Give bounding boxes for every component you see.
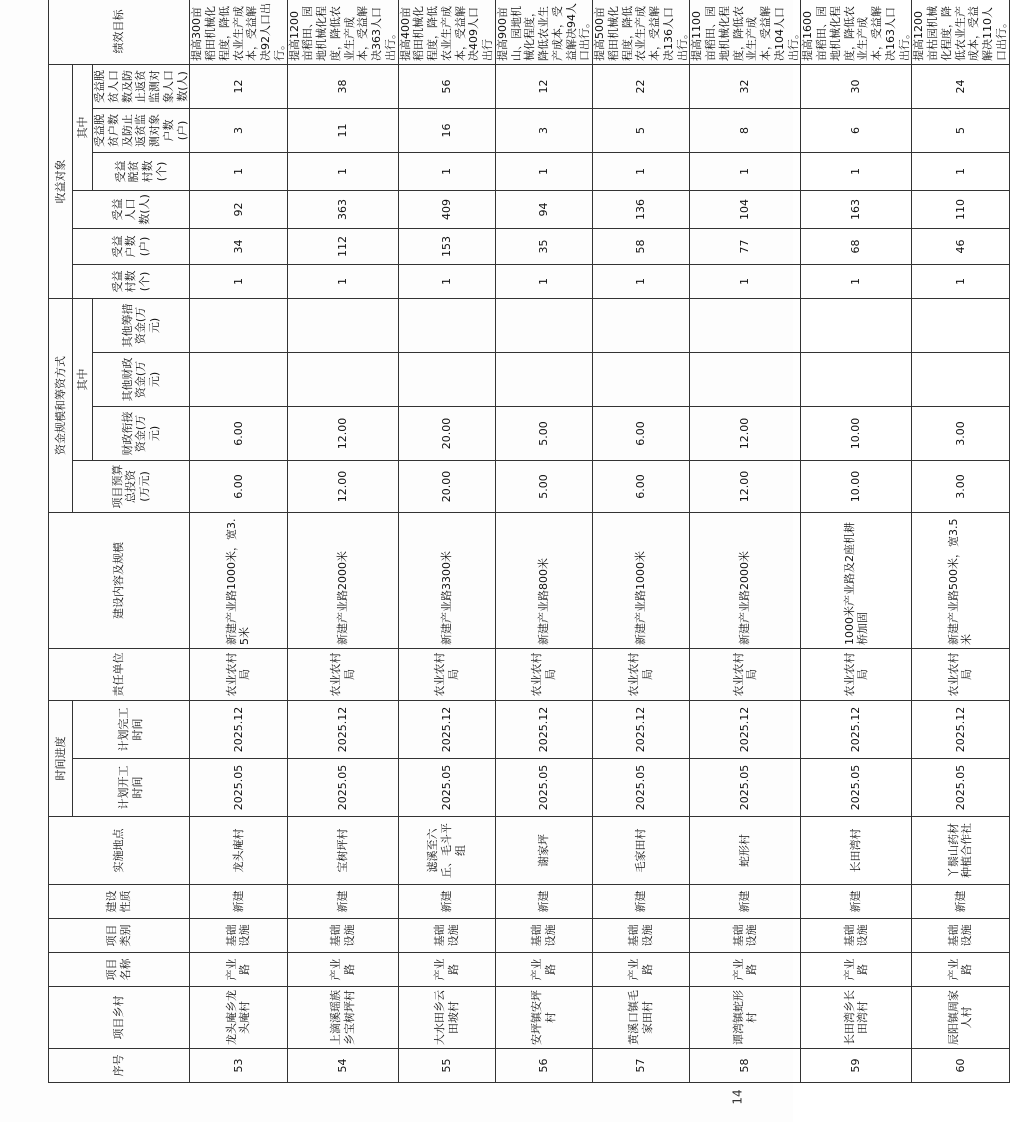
header-beneficiaries: 收益对象 bbox=[49, 65, 73, 299]
cell-budget: 12.00 bbox=[690, 461, 801, 513]
table-row bbox=[190, 0, 287, 1083]
header-ben-households: 受益户数(户) bbox=[73, 229, 190, 265]
cell-fiscal-fund: 6.00 bbox=[593, 407, 690, 461]
cell-target: 提高1200亩枯园机械化程度，降低农业生产成本，受益解决110人口出行。 bbox=[912, 0, 1009, 65]
cell-ben-people: 363 bbox=[287, 191, 398, 229]
cell-fiscal-fund: 20.00 bbox=[398, 407, 495, 461]
cell-poor-people: 12 bbox=[495, 65, 592, 109]
cell-village: 黄溪口镇毛家田村 bbox=[593, 987, 690, 1049]
cell-end: 2025.12 bbox=[801, 701, 912, 759]
cell-fiscal-fund: 6.00 bbox=[190, 407, 287, 461]
table-row bbox=[495, 0, 592, 1083]
header-name: 项目名称 bbox=[49, 953, 190, 987]
cell-end: 2025.12 bbox=[912, 701, 1009, 759]
cell-seq: 55 bbox=[398, 1049, 495, 1083]
cell-village: 大水田乡云田坡村 bbox=[398, 987, 495, 1049]
cell-ben-households: 112 bbox=[287, 229, 398, 265]
table-row bbox=[801, 0, 912, 1083]
cell-category: 基础设施 bbox=[801, 919, 912, 953]
cell-category: 基础设施 bbox=[593, 919, 690, 953]
cell-seq: 57 bbox=[593, 1049, 690, 1083]
cell-location: 宝树坪村 bbox=[287, 817, 398, 885]
cell-unit: 农业农村局 bbox=[398, 649, 495, 701]
cell-category: 基础设施 bbox=[398, 919, 495, 953]
cell-village: 谭湾镇蛇形村 bbox=[690, 987, 801, 1049]
header-content: 建设内容及规模 bbox=[49, 513, 190, 649]
cell-other-self bbox=[190, 299, 287, 353]
header-nature: 建设性质 bbox=[49, 885, 190, 919]
cell-name: 产业路 bbox=[912, 953, 1009, 987]
header-schedule: 时间进度 bbox=[49, 701, 73, 817]
header-start: 计划开工时间 bbox=[73, 759, 190, 817]
cell-ben-people: 110 bbox=[912, 191, 1009, 229]
cell-target: 提高1200亩稻田、园地机械化程度，降低农业生产成本，受益解决363人口出行。 bbox=[287, 0, 398, 65]
header-other-fiscal: 其他财政资金(万元) bbox=[93, 353, 190, 407]
cell-content: 新建产业路500米，宽3.5米 bbox=[912, 513, 1009, 649]
rotated-table-container bbox=[48, 3, 1008, 1083]
header-funding: 资金规模和筹资方式 bbox=[49, 299, 73, 513]
cell-start: 2025.05 bbox=[287, 759, 398, 817]
cell-nature: 新建 bbox=[801, 885, 912, 919]
cell-fiscal-fund: 3.00 bbox=[912, 407, 1009, 461]
cell-start: 2025.05 bbox=[593, 759, 690, 817]
cell-poor-villages: 1 bbox=[495, 153, 592, 191]
cell-target: 提高1600亩稻田、园地机械化程度，降低农业生产成本，受益解决163人口出行。 bbox=[801, 0, 912, 65]
header-poor-people: 受益脱贫人口数及防止返贫监测对象人口数(人) bbox=[93, 65, 190, 109]
cell-village: 龙头庵乡龙头庵村 bbox=[190, 987, 287, 1049]
cell-village: 安坪镇安坪村 bbox=[495, 987, 592, 1049]
cell-poor-households: 3 bbox=[495, 109, 592, 153]
header-of-which-2: 其中 bbox=[73, 65, 93, 191]
cell-other-fiscal bbox=[912, 353, 1009, 407]
cell-ben-households: 77 bbox=[690, 229, 801, 265]
cell-target: 提高900亩山、园地机械化程度，降低农业生产成本，受益解决94人口出行。 bbox=[495, 0, 592, 65]
header-location: 实施地点 bbox=[49, 817, 190, 885]
cell-category: 基础设施 bbox=[287, 919, 398, 953]
cell-other-fiscal bbox=[190, 353, 287, 407]
cell-other-fiscal bbox=[398, 353, 495, 407]
cell-other-fiscal bbox=[801, 353, 912, 407]
cell-unit: 农业农村局 bbox=[495, 649, 592, 701]
cell-name: 产业路 bbox=[287, 953, 398, 987]
cell-nature: 新建 bbox=[690, 885, 801, 919]
cell-location: 蛇形村 bbox=[690, 817, 801, 885]
cell-content: 新建产业路1000米 bbox=[593, 513, 690, 649]
cell-unit: 农业农村局 bbox=[801, 649, 912, 701]
cell-budget: 6.00 bbox=[593, 461, 690, 513]
cell-seq: 58 bbox=[690, 1049, 801, 1083]
cell-budget: 20.00 bbox=[398, 461, 495, 513]
cell-ben-villages: 1 bbox=[190, 265, 287, 299]
cell-end: 2025.12 bbox=[287, 701, 398, 759]
cell-other-self bbox=[801, 299, 912, 353]
table-row bbox=[398, 0, 495, 1083]
cell-other-self bbox=[690, 299, 801, 353]
cell-budget: 12.00 bbox=[287, 461, 398, 513]
cell-ben-households: 58 bbox=[593, 229, 690, 265]
cell-content: 新建产业路2000米 bbox=[690, 513, 801, 649]
cell-ben-villages: 1 bbox=[287, 265, 398, 299]
cell-ben-villages: 1 bbox=[912, 265, 1009, 299]
cell-start: 2025.05 bbox=[398, 759, 495, 817]
cell-location: 毛家田村 bbox=[593, 817, 690, 885]
cell-poor-villages: 1 bbox=[801, 153, 912, 191]
cell-end: 2025.12 bbox=[190, 701, 287, 759]
header-poor-villages: 受益脱贫村数(个) bbox=[93, 153, 190, 191]
cell-poor-households: 6 bbox=[801, 109, 912, 153]
table-row bbox=[690, 0, 801, 1083]
cell-village: 长田湾乡长田湾村 bbox=[801, 987, 912, 1049]
cell-poor-households: 11 bbox=[287, 109, 398, 153]
cell-unit: 农业农村局 bbox=[287, 649, 398, 701]
cell-name: 产业路 bbox=[190, 953, 287, 987]
cell-poor-villages: 1 bbox=[287, 153, 398, 191]
table-row bbox=[593, 0, 690, 1083]
cell-end: 2025.12 bbox=[690, 701, 801, 759]
cell-nature: 新建 bbox=[912, 885, 1009, 919]
table-row bbox=[912, 0, 1009, 1083]
cell-unit: 农业农村局 bbox=[912, 649, 1009, 701]
cell-name: 产业路 bbox=[801, 953, 912, 987]
cell-ben-people: 136 bbox=[593, 191, 690, 229]
cell-ben-people: 104 bbox=[690, 191, 801, 229]
cell-target: 提高400亩稻田机械化程度，降低农业生产成本，受益解决409人口出行 bbox=[398, 0, 495, 65]
cell-start: 2025.05 bbox=[690, 759, 801, 817]
cell-other-self bbox=[495, 299, 592, 353]
cell-village: 上滴溪瑶族乡宝树坪村 bbox=[287, 987, 398, 1049]
cell-nature: 新建 bbox=[190, 885, 287, 919]
cell-fiscal-fund: 12.00 bbox=[287, 407, 398, 461]
cell-end: 2025.12 bbox=[593, 701, 690, 759]
cell-ben-villages: 1 bbox=[801, 265, 912, 299]
cell-poor-villages: 1 bbox=[398, 153, 495, 191]
cell-other-fiscal bbox=[287, 353, 398, 407]
cell-poor-villages: 1 bbox=[190, 153, 287, 191]
cell-start: 2025.05 bbox=[801, 759, 912, 817]
cell-poor-villages: 1 bbox=[690, 153, 801, 191]
cell-fiscal-fund: 5.00 bbox=[495, 407, 592, 461]
cell-other-self bbox=[398, 299, 495, 353]
cell-poor-people: 12 bbox=[190, 65, 287, 109]
header-seq: 序号 bbox=[49, 1049, 190, 1083]
cell-location: 长田湾村 bbox=[801, 817, 912, 885]
cell-end: 2025.12 bbox=[398, 701, 495, 759]
cell-poor-households: 16 bbox=[398, 109, 495, 153]
cell-nature: 新建 bbox=[593, 885, 690, 919]
project-table bbox=[48, 0, 1010, 1083]
cell-unit: 农业农村局 bbox=[690, 649, 801, 701]
cell-name: 产业路 bbox=[495, 953, 592, 987]
cell-seq: 59 bbox=[801, 1049, 912, 1083]
cell-nature: 新建 bbox=[287, 885, 398, 919]
cell-end: 2025.12 bbox=[495, 701, 592, 759]
cell-unit: 农业农村局 bbox=[190, 649, 287, 701]
cell-fiscal-fund: 10.00 bbox=[801, 407, 912, 461]
cell-start: 2025.05 bbox=[495, 759, 592, 817]
header-target: 绩效目标 bbox=[49, 0, 190, 65]
cell-nature: 新建 bbox=[398, 885, 495, 919]
cell-location: 丫鬃山药材种植合作社 bbox=[912, 817, 1009, 885]
cell-ben-villages: 1 bbox=[593, 265, 690, 299]
cell-poor-people: 24 bbox=[912, 65, 1009, 109]
cell-poor-people: 22 bbox=[593, 65, 690, 109]
cell-poor-people: 38 bbox=[287, 65, 398, 109]
cell-content: 新建产业路2000米 bbox=[287, 513, 398, 649]
header-village: 项目乡村 bbox=[49, 987, 190, 1049]
cell-poor-people: 32 bbox=[690, 65, 801, 109]
cell-location: 滤溪至六丘、毛斗平组 bbox=[398, 817, 495, 885]
cell-ben-households: 34 bbox=[190, 229, 287, 265]
cell-other-self bbox=[287, 299, 398, 353]
cell-seq: 53 bbox=[190, 1049, 287, 1083]
cell-seq: 54 bbox=[287, 1049, 398, 1083]
cell-content: 新建产业路800米 bbox=[495, 513, 592, 649]
header-fiscal-fund: 财政衔接资金(万元) bbox=[93, 407, 190, 461]
cell-ben-people: 409 bbox=[398, 191, 495, 229]
cell-location: 龙头庵村 bbox=[190, 817, 287, 885]
cell-budget: 3.00 bbox=[912, 461, 1009, 513]
header-category: 项目类别 bbox=[49, 919, 190, 953]
cell-location: 谢家坪 bbox=[495, 817, 592, 885]
header-poor-households: 受益脱贫户数及防止返贫监测对象户数(户) bbox=[93, 109, 190, 153]
header-budget: 项目预算总投资(万元) bbox=[73, 461, 190, 513]
cell-content: 新建产业路3300米 bbox=[398, 513, 495, 649]
cell-other-fiscal bbox=[593, 353, 690, 407]
cell-fiscal-fund: 12.00 bbox=[690, 407, 801, 461]
cell-seq: 60 bbox=[912, 1049, 1009, 1083]
page-number: 14 bbox=[730, 1089, 745, 1105]
cell-category: 基础设施 bbox=[495, 919, 592, 953]
cell-target: 提高500亩稻田机械化程度，降低农业生产成本，受益解决136人口出行。 bbox=[593, 0, 690, 65]
cell-village: 辰阳镇周家人村 bbox=[912, 987, 1009, 1049]
cell-poor-households: 3 bbox=[190, 109, 287, 153]
header-unit: 责任单位 bbox=[49, 649, 190, 701]
cell-poor-households: 8 bbox=[690, 109, 801, 153]
cell-poor-households: 5 bbox=[912, 109, 1009, 153]
cell-ben-people: 92 bbox=[190, 191, 287, 229]
cell-ben-people: 163 bbox=[801, 191, 912, 229]
cell-content: 1000米产业路及2座机耕桥加固 bbox=[801, 513, 912, 649]
cell-unit: 农业农村局 bbox=[593, 649, 690, 701]
cell-budget: 6.00 bbox=[190, 461, 287, 513]
header-ben-people: 受益人口数(人) bbox=[73, 191, 190, 229]
cell-budget: 5.00 bbox=[495, 461, 592, 513]
cell-start: 2025.05 bbox=[190, 759, 287, 817]
cell-seq: 56 bbox=[495, 1049, 592, 1083]
cell-poor-households: 5 bbox=[593, 109, 690, 153]
cell-content: 新建产业路1000米，宽3.5米 bbox=[190, 513, 287, 649]
cell-poor-villages: 1 bbox=[593, 153, 690, 191]
cell-ben-households: 46 bbox=[912, 229, 1009, 265]
cell-category: 基础设施 bbox=[912, 919, 1009, 953]
table-row bbox=[287, 0, 398, 1083]
cell-poor-people: 56 bbox=[398, 65, 495, 109]
cell-target: 提高300亩稻田机械化程度，降低农业生产成本，受益解决92人口出行。 bbox=[190, 0, 287, 65]
cell-budget: 10.00 bbox=[801, 461, 912, 513]
cell-ben-households: 35 bbox=[495, 229, 592, 265]
cell-ben-people: 94 bbox=[495, 191, 592, 229]
cell-other-fiscal bbox=[495, 353, 592, 407]
cell-other-self bbox=[593, 299, 690, 353]
header-ben-villages: 受益村数(个) bbox=[73, 265, 190, 299]
cell-other-self bbox=[912, 299, 1009, 353]
cell-category: 基础设施 bbox=[190, 919, 287, 953]
cell-name: 产业路 bbox=[398, 953, 495, 987]
cell-poor-people: 30 bbox=[801, 65, 912, 109]
cell-ben-villages: 1 bbox=[398, 265, 495, 299]
cell-poor-villages: 1 bbox=[912, 153, 1009, 191]
cell-category: 基础设施 bbox=[690, 919, 801, 953]
header-end: 计划完工时间 bbox=[73, 701, 190, 759]
cell-target: 提高1100亩稻田、园地机械化程度，降低农业生产成本，受益解决104人口出行。 bbox=[690, 0, 801, 65]
cell-name: 产业路 bbox=[690, 953, 801, 987]
header-of-which: 其中 bbox=[73, 299, 93, 461]
cell-start: 2025.05 bbox=[912, 759, 1009, 817]
cell-ben-households: 68 bbox=[801, 229, 912, 265]
cell-ben-villages: 1 bbox=[690, 265, 801, 299]
cell-name: 产业路 bbox=[593, 953, 690, 987]
header-other-self: 其他筹措资金(万元) bbox=[93, 299, 190, 353]
cell-other-fiscal bbox=[690, 353, 801, 407]
cell-ben-households: 153 bbox=[398, 229, 495, 265]
cell-ben-villages: 1 bbox=[495, 265, 592, 299]
cell-nature: 新建 bbox=[495, 885, 592, 919]
